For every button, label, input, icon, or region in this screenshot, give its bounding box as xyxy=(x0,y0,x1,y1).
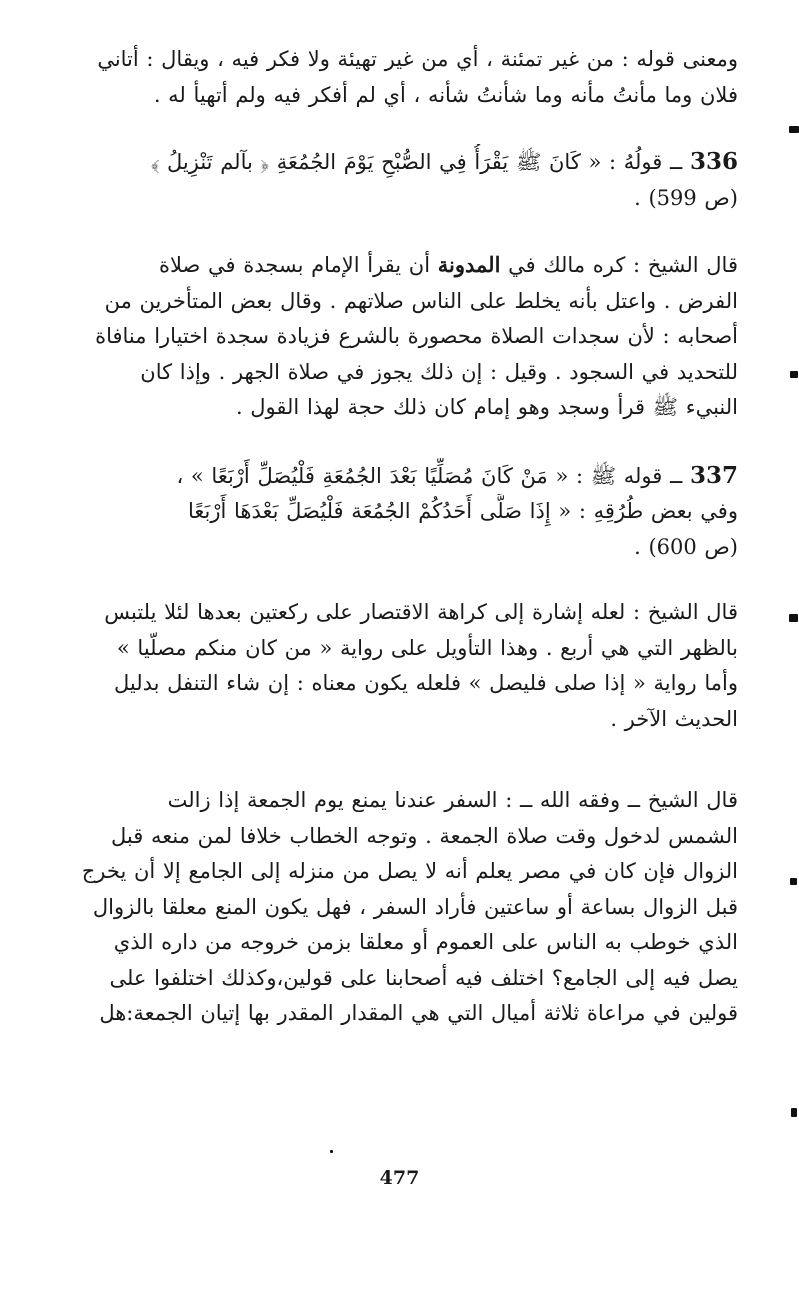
text-line: قبل الزوال بساعة أو ساعتين فأراد السفر ، فهل يكون المنع معلقا بالزوال xyxy=(92,894,738,919)
text-line: ومعنى قوله : من غير تمئنة ، أي من غير تهيئة ولا فكر فيه ، ويقال : أتاني xyxy=(97,47,738,71)
text-line: الزوال فإن كان في مصر يعلم أنه لا يصل من منزله إلى الجامع إلا أن يخرج xyxy=(81,859,738,883)
text-line: بالظهر التي هي أربع . وهذا التأويل على رواية « من كان منكم مصلّيا » xyxy=(116,635,738,660)
bold-term: المدونة xyxy=(437,252,501,277)
text-line: قال الشيخ ــ وفقه الله ــ : السفر عندنا يمنع يوم الجمعة إذا زالت xyxy=(167,788,738,812)
scan-mark xyxy=(791,1108,797,1117)
page-reference: (ص 600) . xyxy=(634,534,738,559)
page-number: 477 xyxy=(379,1167,420,1189)
text-line: الشمس لدخول وقت صلاة الجمعة . وتوجه الخطاب خلافا لمن منعه قبل xyxy=(111,823,738,848)
scan-mark xyxy=(330,1150,333,1153)
text-line: الذي خوطب به الناس على العموم أو معلقا بزمن خروجه من داره الذي xyxy=(113,930,738,954)
scan-mark xyxy=(790,878,797,885)
paragraph-2 xyxy=(62,247,738,426)
paragraph-3 xyxy=(62,595,738,737)
text-line xyxy=(62,458,738,495)
paragraph-1 xyxy=(62,42,738,113)
text-segment: أن يقرأ الإمام بسجدة في صلاة xyxy=(159,253,431,277)
text-line: الحديث الآخر . xyxy=(610,706,738,731)
hadith-number: 336 xyxy=(689,148,738,175)
scan-mark xyxy=(789,126,799,133)
text-line: قولين في مراعاة ثلاثة أميال التي هي المقدار المقدر بها إتيان الجمعة:هل xyxy=(99,1001,738,1025)
page-reference: (ص 599) . xyxy=(634,185,738,210)
paragraph-4 xyxy=(62,783,738,1032)
text-line xyxy=(62,247,738,284)
text-line: أصحابه : لأن سجدات الصلاة محصورة بالشرع فزيادة سجدة اختيارا منافاة xyxy=(95,324,738,348)
text-line: الفرض . واعتل بأنه يخلط على الناس صلاتهم . وقال بعض المتأخرين من xyxy=(104,288,738,313)
text-line: وأما رواية « إذا صلى فليصل » فلعله يكون معناه : إن شاء التنفل بدليل xyxy=(113,671,738,695)
text-line xyxy=(62,144,738,181)
scan-mark xyxy=(789,614,798,622)
text-line: النبيء ﷺ قرأ وسجد وهو إمام كان ذلك حجة لهذا القول . xyxy=(235,395,738,419)
text-line: وفي بعض طُرُقِهِ : « إِذَا صَلَّى أَحَدُكُمْ الجُمُعَة فَلْيُصَلِّ بَعْدَهَا أَرْبَعًا xyxy=(187,499,738,523)
hadith-text: ــ قوله ﷺ : « مَنْ كَانَ مُصَلِّيًا بَعْدَ الجُمُعَةِ فَلْيُصَلِّ أَرْبَعًا » ، xyxy=(176,463,683,488)
text-line: للتحديد في السجود . وقيل : إن ذلك يجوز في صلاة الجهر . وإذا كان xyxy=(140,359,738,384)
hadith-number: 337 xyxy=(689,461,738,489)
text-segment: قال الشيخ : كره مالك في xyxy=(508,253,738,277)
text-line: فلان وما مأنتُ مأنه وما شأنتُ شأنه ، أي لم أفكر فيه ولم أتهيأ له . xyxy=(153,82,738,107)
text-line: قال الشيخ : لعله إشارة إلى كراهة الاقتصار على ركعتين بعدها لئلا يلتبس xyxy=(104,600,738,624)
scan-mark xyxy=(790,371,798,378)
hadith-337 xyxy=(62,458,738,566)
hadith-336 xyxy=(62,144,738,216)
hadith-text: ــ قولُهُ : « كَانَ ﷺ يَقْرَأُ فِي الصُّبْحِ يَوْمَ الجُمُعَةِ ﴿ بآلم تَنْزِيلُ ﴾ xyxy=(150,150,683,174)
page-body xyxy=(62,42,738,1032)
text-line: يصل فيه إلى الجامع؟ اختلف فيه أصحابنا على قولين،وكذلك اختلفوا على xyxy=(109,965,738,990)
